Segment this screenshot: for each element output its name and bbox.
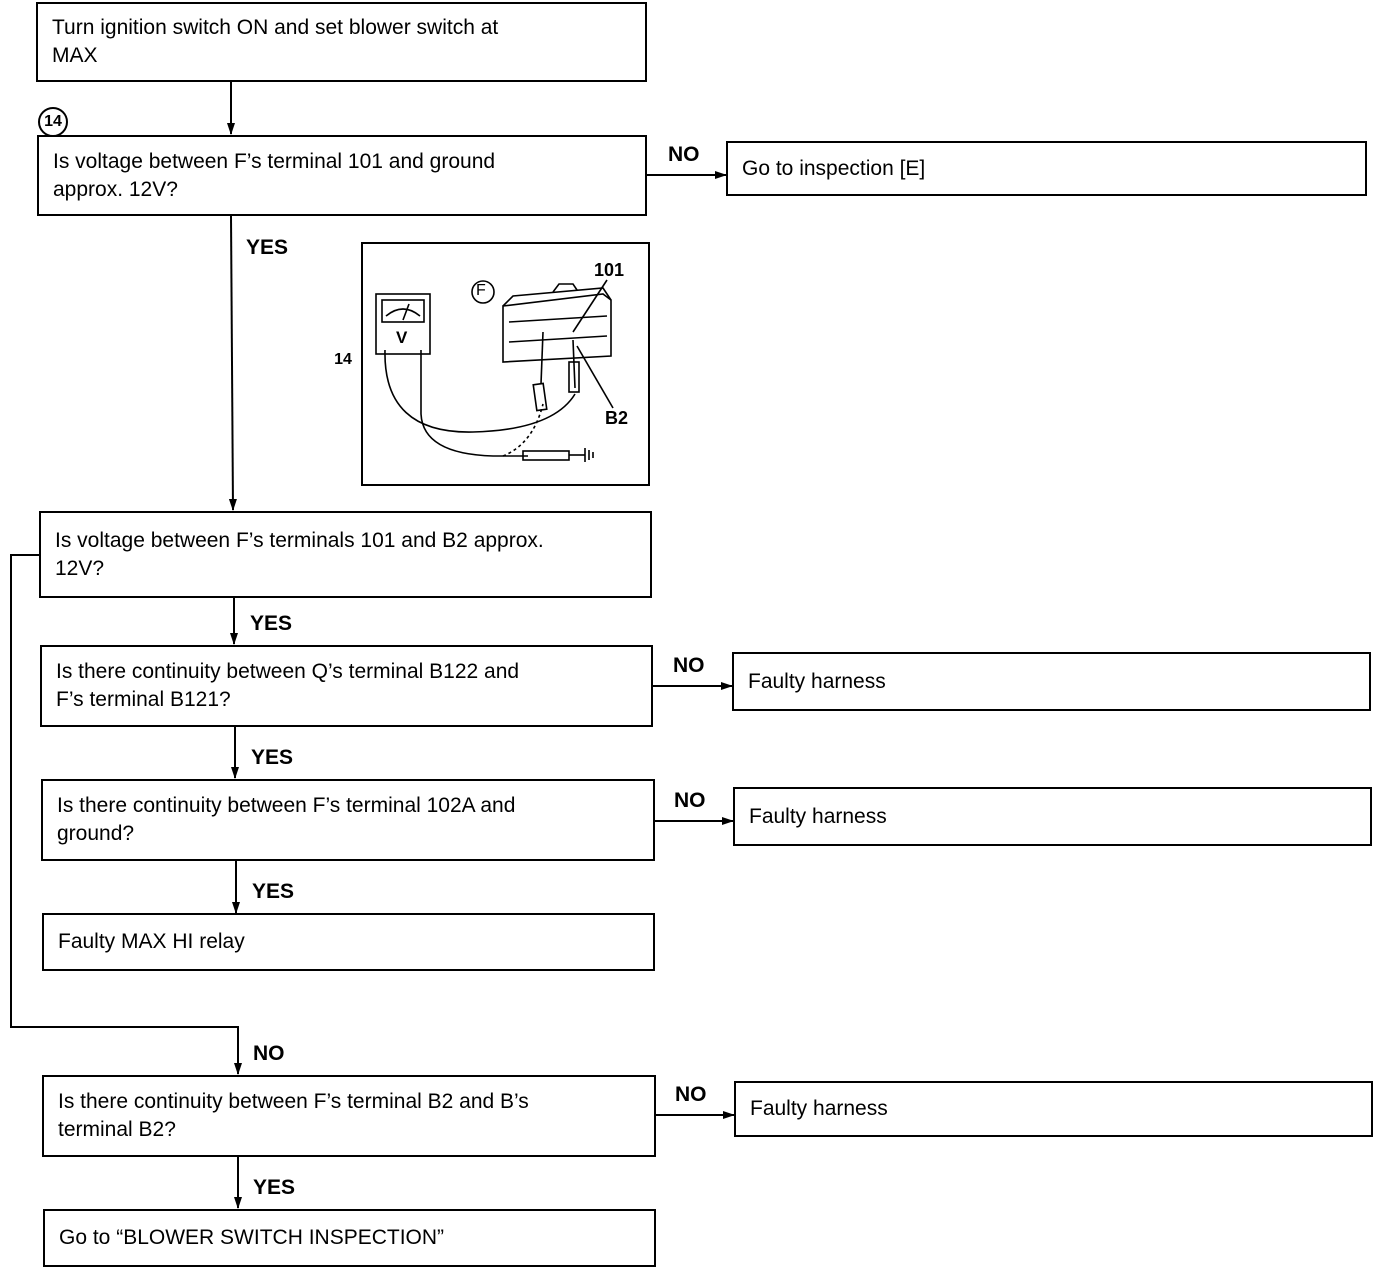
step-marker: 14 bbox=[38, 107, 68, 137]
terminal-b2-label: B2 bbox=[605, 408, 629, 428]
q4-box: Is there continuity between F’s terminal 102A and ground? bbox=[41, 779, 655, 861]
voltmeter-illustration bbox=[361, 242, 650, 486]
q3-no-label: NO bbox=[673, 654, 705, 677]
q5-no-result: Faulty harness bbox=[734, 1081, 1373, 1137]
q1-no-result: Go to inspection [E] bbox=[726, 141, 1367, 196]
connector-label: F bbox=[476, 282, 486, 299]
start-box: Turn ignition switch ON and set blower switch at MAX bbox=[36, 2, 647, 82]
figure-step-marker-label: 14 bbox=[334, 351, 352, 368]
q1-box: Is voltage between F’s terminal 101 and ground approx. 12V? bbox=[37, 135, 647, 216]
q4-no-result: Faulty harness bbox=[733, 787, 1372, 846]
q4-yes-label: YES bbox=[252, 880, 295, 903]
q1-yes-label: YES bbox=[246, 236, 289, 259]
q3-no-result: Faulty harness bbox=[732, 652, 1371, 711]
q5-no-label: NO bbox=[675, 1083, 707, 1106]
q4-no-label: NO bbox=[674, 789, 706, 812]
q5-yes-label: YES bbox=[253, 1176, 296, 1199]
q3-yes-label: YES bbox=[251, 746, 294, 769]
lead-positive bbox=[421, 350, 528, 456]
q2-no-label: NO bbox=[253, 1042, 285, 1065]
q1-no-label: NO bbox=[668, 143, 700, 166]
arrow-q1-yes bbox=[231, 216, 233, 510]
connector-housing bbox=[503, 294, 611, 362]
q3-box: Is there continuity between Q’s terminal B122 and F’s terminal B121? bbox=[40, 645, 653, 727]
q2-box: Is voltage between F’s terminals 101 and B2 approx. 12V? bbox=[39, 511, 652, 598]
q2-yes-label: YES bbox=[250, 612, 293, 635]
q5-box: Is there continuity between F’s terminal B2 and B’s terminal B2? bbox=[42, 1075, 656, 1157]
lead-negative bbox=[385, 350, 575, 432]
q4-yes-result: Faulty MAX HI relay bbox=[42, 913, 655, 971]
terminal-101-label: 101 bbox=[594, 260, 625, 280]
meter-symbol: V bbox=[396, 328, 408, 347]
q5-yes-result: Go to “BLOWER SWITCH INSPECTION” bbox=[43, 1209, 656, 1267]
